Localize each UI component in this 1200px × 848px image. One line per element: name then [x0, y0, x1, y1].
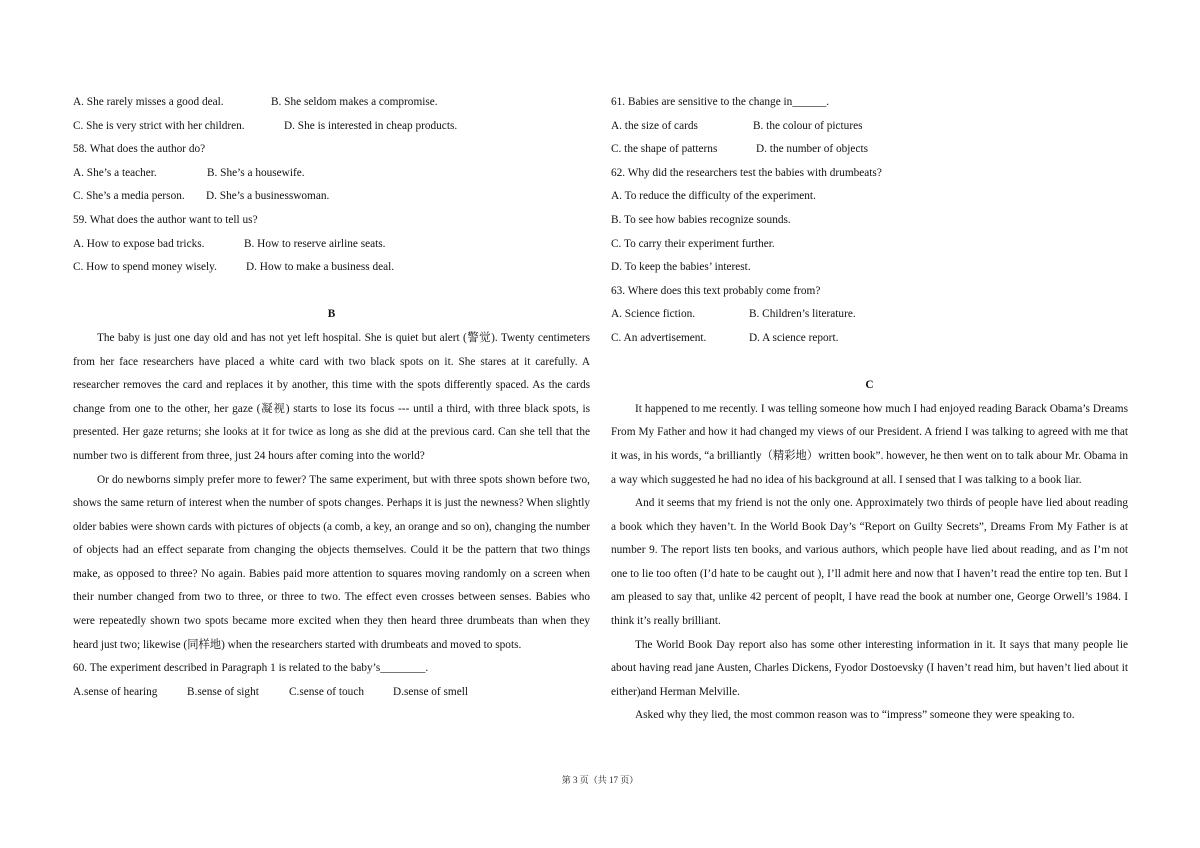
q60-stem: 60. The experiment described in Paragraph 1 is related to the baby’s________.: [73, 662, 429, 675]
option-a: A. She rarely misses a good deal.: [73, 96, 224, 108]
option-c: C. How to spend money wisely.: [73, 261, 217, 274]
section-b-paragraph-2: Or do newborns simply prefer more to fewer? The same experiment, but with three spots shown before two, shows the same return of interest when the number of spots changes. Perhaps it is just the newness? When slightly older babies were shown cards with pictures of objects (a comb, a key, an orange and so on), changing the number of objects had an effect separate from changing the objects themselves. Could it be the pattern that two things make, as opposed to three? No again. Babies paid more attention to squares moving randomly on a screen when their number changed from two to three, or three to two. The effect even crosses between senses. Babies who were repeatedly shown two spots became more excited when they then heard three drumbeats than when they heard just two; likewise (同样地) when the researchers started with drumbeats and moved to spots.: [73, 473, 590, 651]
option-a: A. the size of cards: [611, 119, 698, 132]
right-column: [611, 91, 1128, 728]
spacer: [611, 351, 1128, 375]
q59-stem: 59. What does the author want to tell us?: [73, 213, 258, 226]
q58-stem: 58. What does the author do?: [73, 143, 206, 156]
option-b: B. She’s a housewife.: [207, 166, 305, 179]
q62-stem: 62. Why did the researchers test the babies with drumbeats?: [611, 166, 882, 179]
section-c-paragraph-1: It happened to me recently. I was telling someone how much I had enjoyed reading Barack Obama’s Dreams From My Father and how it had changed my views of our President. A friend I was talking to agreed with me that it was, in his words, “a brilliantly（精彩地）written book”. however, he then went on to talk abour Mr. Obama in a way which suggested he had no idea of his background at all. I sensed that I was talking to a book liar.: [611, 402, 1128, 486]
option-b: B. How to reserve airline seats.: [244, 237, 386, 250]
q62-option-b: B. To see how babies recognize sounds.: [611, 213, 791, 226]
q63-options-row-2: [611, 327, 1128, 351]
q61-options-row-2: [611, 138, 1128, 162]
q62-option-c: C. To carry their experiment further.: [611, 237, 775, 250]
option-c: C. An advertisement.: [611, 331, 707, 344]
q60-options: [73, 681, 590, 705]
option-b: B.sense of sight: [187, 685, 259, 698]
option-b: B. the colour of pictures: [753, 119, 863, 132]
option-d: D. She’s a businesswoman.: [206, 190, 330, 203]
q63-options-row-1: [611, 303, 1128, 327]
option-a: A. Science fiction.: [611, 308, 696, 321]
q59-options-row-1: [73, 233, 590, 257]
option-d: D.sense of smell: [393, 685, 468, 698]
option-c: C. the shape of patterns: [611, 143, 718, 156]
q58-options-row-2: [73, 185, 590, 209]
section-c-paragraph-4: Asked why they lied, the most common reason was to “impress” someone they were speaking to.: [635, 709, 1075, 722]
option-c: C. She’s a media person.: [73, 190, 185, 203]
option-d: D. How to make a business deal.: [246, 261, 395, 274]
q57-options-row-2: [73, 115, 590, 139]
q61-stem: 61. Babies are sensitive to the change in______.: [611, 96, 830, 108]
left-column: [73, 91, 590, 704]
q63-stem: 63. Where does this text probably come from?: [611, 284, 821, 297]
q62-option-d: D. To keep the babies’ interest.: [611, 261, 751, 274]
option-d: D. A science report.: [749, 331, 839, 344]
section-b-heading: B: [327, 308, 336, 321]
section-c-paragraph-2: And it seems that my friend is not the only one. Approximately two thirds of people have lied about reading a book which they haven’t. In the World Book Day’s “Report on Guilty Secrets”, Dreams From My Father is at number 9. The report lists ten books, and various authors, which people have lied about reading, and as I’m not one to lie too often (I’d hate to be caught out ), I’ll admit here and now that I haven’t read the entire top ten. But I am pleased to say that, unlike 42 percent of peoplt, I have read the book at number one, George Orwell’s 1984. I think it’s really brilliant.: [611, 497, 1128, 628]
option-a: A.sense of hearing: [73, 685, 158, 698]
section-c-heading: C: [865, 379, 874, 392]
option-c: C.sense of touch: [289, 685, 364, 698]
q62-option-a: A. To reduce the difficulty of the experiment.: [611, 190, 816, 203]
q59-options-row-2: [73, 256, 590, 280]
section-c-paragraph-3: The World Book Day report also has some other interesting information in it. It says that many people lie about having read jane Austen, Charles Dickens, Fyodor Dostoevsky (I haven’t read him, but haven’t lied about it either)and Herman Melville.: [611, 638, 1128, 698]
option-b: B. Children’s literature.: [749, 308, 856, 321]
option-d: D. She is interested in cheap products.: [284, 119, 458, 132]
option-c: C. She is very strict with her children.: [73, 119, 245, 132]
page-footer: 第 3 页（共 17 页）: [561, 775, 639, 785]
section-b-paragraph-1: The baby is just one day old and has not yet left hospital. She is quiet but alert (警觉). Twenty centimeters from her face researchers have placed a white card with two black spots on it. She stares at it carefully. A researcher removes the card and replaces it by another, this time with the spots differently spaced. As the cards change from one to the other, her gaze (凝视) starts to lose its focus --- until a third, with three black spots, is presented. Her gaze returns; she looks at it for twice as long as she did at the previous card. Can she tell that the number two is different from three, just 24 hours after coming into the world?: [73, 331, 590, 462]
option-a: A. How to expose bad tricks.: [73, 237, 205, 250]
option-a: A. She’s a teacher.: [73, 166, 157, 179]
option-d: D. the number of objects: [756, 143, 868, 156]
q61-options-row-1: [611, 115, 1128, 139]
q57-options-row-1: [73, 91, 590, 115]
q58-options-row-1: [73, 162, 590, 186]
spacer: [73, 280, 590, 304]
option-b: B. She seldom makes a compromise.: [271, 96, 438, 108]
